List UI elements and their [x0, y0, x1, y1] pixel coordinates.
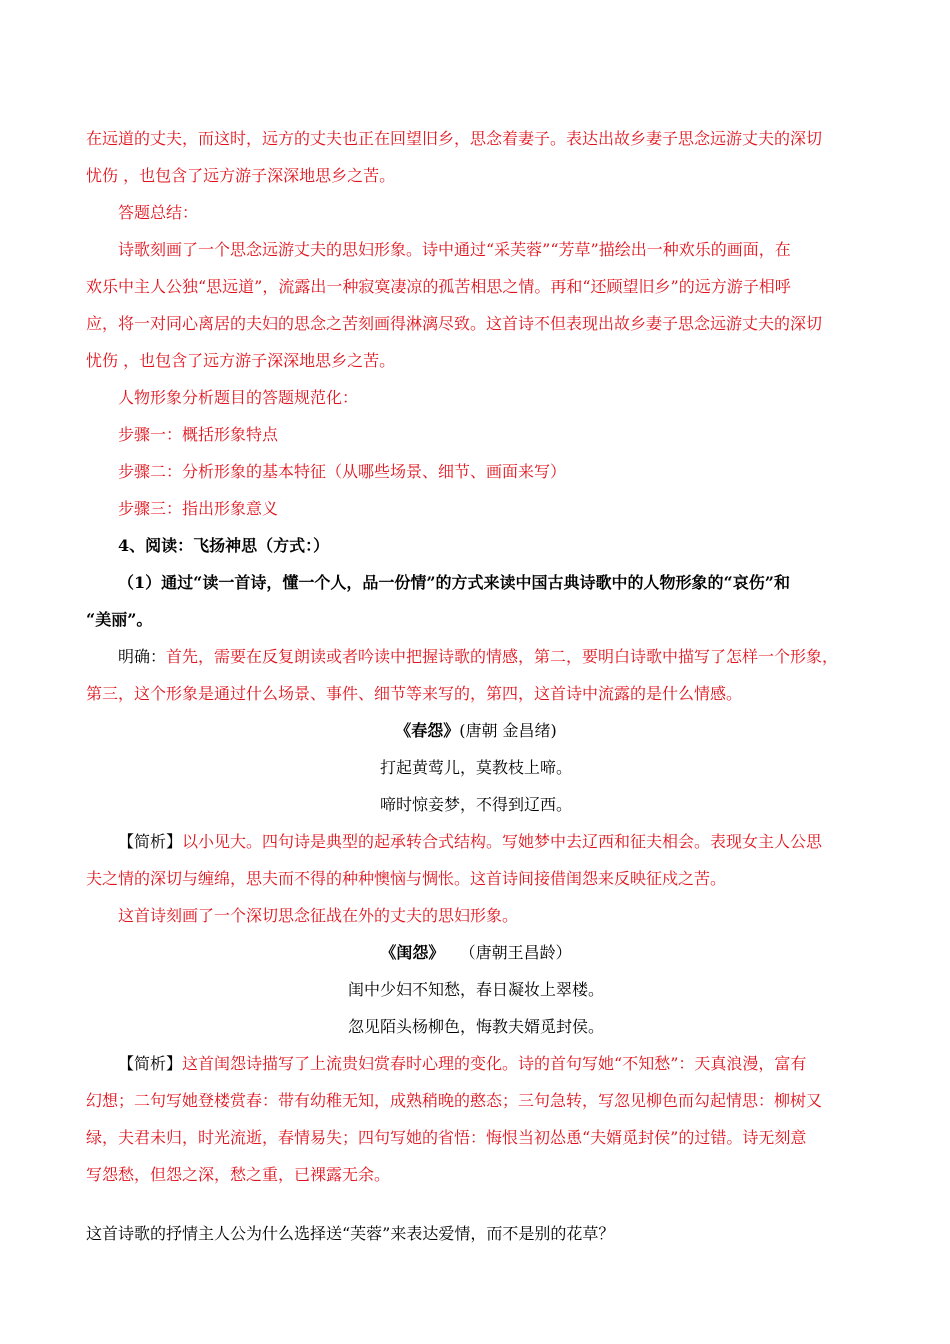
norms-step-1: 步骤一：概括形象特点 — [118, 425, 279, 444]
poem-1-verse-1: 打起黄莺儿，莫教枝上啼。 — [379, 758, 572, 777]
document-page — [86, 120, 866, 1252]
poem-2-analysis-line-4: 写怨愁，但怨之深，愁之重，已裸露无余。 — [86, 1165, 391, 1184]
poem-1-author: (唐朝 金昌绪) — [459, 721, 557, 740]
poem-2-analysis-line-2: 幻想；二句写她登楼赏春：带有幼稚无知，成熟稍晚的憨态；三句急转，写忽见柳色而勾起情思：柳树又 — [86, 1091, 823, 1110]
summary-line-1: 诗歌刻画了一个思念远游丈夫的思妇形象。诗中通过“采芙蓉”“芳草”描绘出一种欢乐的画面，在 — [118, 240, 791, 259]
poem-1-analysis-text-1: 以小见大。四句诗是典型的起承转合式结构。写她梦中去辽西和征夫相会。表现女主人公思 — [182, 832, 823, 851]
norms-heading: 人物形象分析题目的答题规范化： — [118, 388, 359, 407]
poem-1-title-line — [86, 712, 866, 749]
norms-step-2: 步骤二：分析形象的基本特征（从哪些场景、细节、画面来写） — [118, 462, 567, 481]
poem-1-verse-2: 啼时惊妾梦，不得到辽西。 — [379, 795, 572, 814]
section-spacer — [86, 1193, 866, 1215]
summary-line-3: 应，将一对同心离居的夫妇的思念之苦刻画得淋漓尽致。这首诗不但表现出故乡妻子思念远游丈夫的深切 — [86, 314, 823, 333]
poem-2-analysis-line-1 — [86, 1045, 866, 1082]
intro-answer-line-1: 在远道的丈夫，而这时，远方的丈夫也正在回望旧乡，思念着妻子。表达出故乡妻子思念远游丈夫的深切 — [86, 129, 823, 148]
section-4-heading: 4、阅读：飞扬神思（方式：） — [118, 536, 330, 555]
poem-1-conclusion: 这首诗刻画了一个深切思念征战在外的丈夫的思妇形象。 — [118, 906, 519, 925]
poem-2-verse-2: 忽见陌头杨柳色，悔教夫婿觅封侯。 — [347, 1017, 604, 1036]
final-question: 这首诗歌的抒情主人公为什么选择送“芙蓉”来表达爱情，而不是别的花草？ — [86, 1224, 615, 1243]
section-4-sub1-line-2: “美丽”。 — [86, 610, 153, 629]
poem-1-title: 《春怨》 — [395, 721, 460, 740]
poem-2-verse-1: 闺中少妇不知愁，春日凝妆上翠楼。 — [347, 980, 604, 999]
clarify-line-1 — [86, 638, 866, 675]
poem-2-analysis-text-1: 这首闺怨诗描写了上流贵妇赏春时心理的变化。诗的首句写她“不知愁”：天真浪漫，富有 — [182, 1054, 807, 1073]
intro-answer-line-2: 忧伤 ，也包含了远方游子深深地思乡之苦。 — [86, 166, 396, 185]
poem-2-author: （唐朝王昌龄） — [459, 943, 572, 962]
clarify-label: 明确： — [118, 647, 167, 666]
poem-1-analysis-line-2: 夫之情的深切与缠绵，思夫而不得的种种懊恼与惆怅。这首诗间接借闺怨来反映征戍之苦。 — [86, 869, 727, 888]
poem-1-analysis-line-1 — [86, 823, 866, 860]
poem-2-title: 《闺怨》 — [380, 943, 445, 962]
poem-2-analysis-label: 【简析】 — [118, 1054, 183, 1073]
poem-2-analysis-line-3: 绿，夫君未归，时光流逝，春情易失；四句写她的省悟：悔恨当初怂恿“夫婿觅封侯”的过错。诗无刻意 — [86, 1128, 807, 1147]
section-4-sub1-line-1: （1）通过“读一首诗，懂一个人，品一份情”的方式来读中国古典诗歌中的人物形象的“哀伤”和 — [118, 573, 790, 592]
poem-2-title-line — [86, 934, 866, 971]
summary-line-4: 忧伤 ，也包含了远方游子深深地思乡之苦。 — [86, 351, 396, 370]
clarify-text-1: 首先，需要在反复朗读或者吟读中把握诗歌的情感，第二，要明白诗歌中描写了怎样一个形象， — [166, 647, 839, 666]
summary-heading: 答题总结： — [118, 203, 199, 222]
clarify-line-2: 第三，这个形象是通过什么场景、事件、细节等来写的，第四，这首诗中流露的是什么情感。 — [86, 684, 743, 703]
norms-step-3: 步骤三：指出形象意义 — [118, 499, 279, 518]
poem-1-analysis-label: 【简析】 — [118, 832, 183, 851]
summary-line-2: 欢乐中主人公独“思远道”，流露出一种寂寞凄凉的孤苦相思之情。再和“还顾望旧乡”的远方游子相呼 — [86, 277, 791, 296]
